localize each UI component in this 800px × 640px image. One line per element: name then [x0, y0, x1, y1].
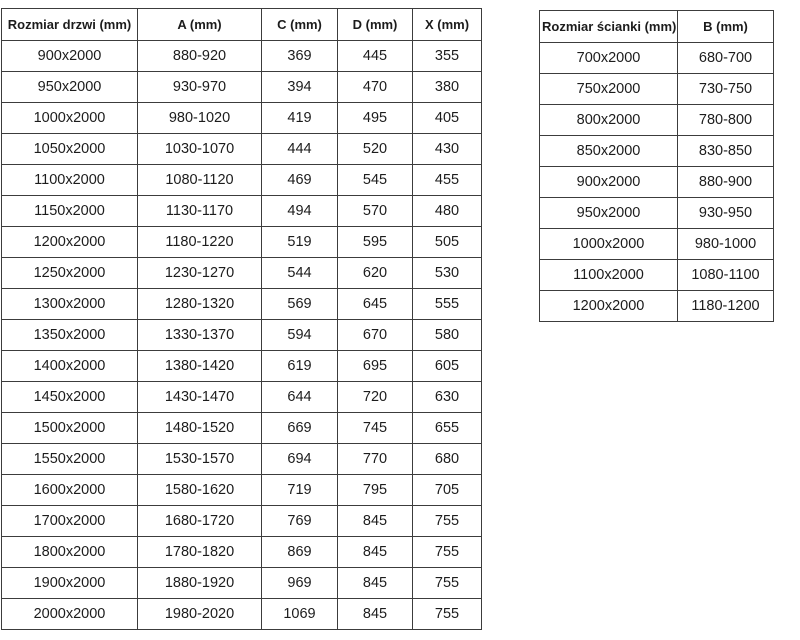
table-cell: 520: [338, 134, 413, 165]
table-cell: 445: [338, 41, 413, 72]
table-row: [540, 105, 774, 136]
table-cell: 1300x2000: [2, 289, 138, 320]
table-cell: 1200x2000: [2, 227, 138, 258]
table-cell: 655: [413, 413, 482, 444]
table-cell: 745: [338, 413, 413, 444]
table-cell: 470: [338, 72, 413, 103]
table-cell: 969: [262, 568, 338, 599]
table-cell: 1000x2000: [2, 103, 138, 134]
table-cell: 1130-1170: [138, 196, 262, 227]
table-cell: 1780-1820: [138, 537, 262, 568]
table-cell: 1080-1100: [678, 260, 774, 291]
header-cell: A (mm): [138, 9, 262, 41]
table-cell: 630: [413, 382, 482, 413]
table-cell: 369: [262, 41, 338, 72]
header-row: [540, 11, 774, 43]
door-size-table: [1, 8, 482, 630]
table-row: [540, 198, 774, 229]
table-cell: 1450x2000: [2, 382, 138, 413]
table-row: [2, 289, 482, 320]
table-cell: 720: [338, 382, 413, 413]
table-row: [2, 165, 482, 196]
table-cell: 1580-1620: [138, 475, 262, 506]
table-row: [2, 537, 482, 568]
table-cell: 619: [262, 351, 338, 382]
table-cell: 394: [262, 72, 338, 103]
table-row: [540, 260, 774, 291]
table-cell: 880-900: [678, 167, 774, 198]
table-cell: 755: [413, 568, 482, 599]
table-cell: 444: [262, 134, 338, 165]
table-cell: 750x2000: [540, 74, 678, 105]
table-cell: 544: [262, 258, 338, 289]
table-cell: 830-850: [678, 136, 774, 167]
table-cell: 355: [413, 41, 482, 72]
table-cell: 645: [338, 289, 413, 320]
table-cell: 845: [338, 537, 413, 568]
table-cell: 480: [413, 196, 482, 227]
table-cell: 594: [262, 320, 338, 351]
table-cell: 1800x2000: [2, 537, 138, 568]
table-cell: 555: [413, 289, 482, 320]
table-cell: 1100x2000: [2, 165, 138, 196]
table-cell: 580: [413, 320, 482, 351]
table-cell: 869: [262, 537, 338, 568]
table-cell: 850x2000: [540, 136, 678, 167]
table-cell: 1080-1120: [138, 165, 262, 196]
table-row: [2, 351, 482, 382]
table-cell: 1500x2000: [2, 413, 138, 444]
table-cell: 680-700: [678, 43, 774, 74]
table-row: [2, 196, 482, 227]
table-cell: 980-1020: [138, 103, 262, 134]
table-row: [2, 444, 482, 475]
table-cell: 545: [338, 165, 413, 196]
table-cell: 1000x2000: [540, 229, 678, 260]
table-cell: 770: [338, 444, 413, 475]
table-cell: 1980-2020: [138, 599, 262, 630]
table-cell: 755: [413, 599, 482, 630]
table-cell: 755: [413, 506, 482, 537]
table-cell: 1180-1200: [678, 291, 774, 322]
table-cell: 1400x2000: [2, 351, 138, 382]
table-cell: 1050x2000: [2, 134, 138, 165]
table-row: [2, 475, 482, 506]
table-row: [540, 74, 774, 105]
table-cell: 494: [262, 196, 338, 227]
table-cell: 1900x2000: [2, 568, 138, 599]
header-cell: B (mm): [678, 11, 774, 43]
table-cell: 405: [413, 103, 482, 134]
table-row: [2, 382, 482, 413]
table-cell: 755: [413, 537, 482, 568]
table-cell: 845: [338, 599, 413, 630]
table-cell: 569: [262, 289, 338, 320]
table-cell: 1280-1320: [138, 289, 262, 320]
table-cell: 1230-1270: [138, 258, 262, 289]
table-cell: 680: [413, 444, 482, 475]
table-row: [540, 229, 774, 260]
table-cell: 705: [413, 475, 482, 506]
table-cell: 1430-1470: [138, 382, 262, 413]
table-cell: 769: [262, 506, 338, 537]
table-cell: 780-800: [678, 105, 774, 136]
table-cell: 695: [338, 351, 413, 382]
table-cell: 1030-1070: [138, 134, 262, 165]
table-cell: 800x2000: [540, 105, 678, 136]
table-cell: 1480-1520: [138, 413, 262, 444]
table-cell: 570: [338, 196, 413, 227]
table-cell: 505: [413, 227, 482, 258]
header-cell: Rozmiar ścianki (mm): [540, 11, 678, 43]
table-cell: 845: [338, 506, 413, 537]
wall-size-table: [539, 10, 774, 322]
table-cell: 719: [262, 475, 338, 506]
table-cell: 669: [262, 413, 338, 444]
table-cell: 495: [338, 103, 413, 134]
table-cell: 900x2000: [2, 41, 138, 72]
table-cell: 980-1000: [678, 229, 774, 260]
header-row: [2, 9, 482, 41]
table-cell: 430: [413, 134, 482, 165]
table-cell: 730-750: [678, 74, 774, 105]
table-cell: 1700x2000: [2, 506, 138, 537]
header-cell: Rozmiar drzwi (mm): [2, 9, 138, 41]
table-cell: 670: [338, 320, 413, 351]
table-cell: 2000x2000: [2, 599, 138, 630]
table-cell: 455: [413, 165, 482, 196]
table-row: [540, 136, 774, 167]
table-cell: 644: [262, 382, 338, 413]
table-cell: 795: [338, 475, 413, 506]
header-cell: X (mm): [413, 9, 482, 41]
table-cell: 1600x2000: [2, 475, 138, 506]
table-cell: 880-920: [138, 41, 262, 72]
table-cell: 1550x2000: [2, 444, 138, 475]
table-row: [540, 291, 774, 322]
table-row: [2, 72, 482, 103]
table-cell: 930-950: [678, 198, 774, 229]
header-cell: D (mm): [338, 9, 413, 41]
table-row: [2, 134, 482, 165]
table-cell: 1530-1570: [138, 444, 262, 475]
table-cell: 1069: [262, 599, 338, 630]
table-cell: 1100x2000: [540, 260, 678, 291]
table-cell: 380: [413, 72, 482, 103]
table-cell: 700x2000: [540, 43, 678, 74]
table-cell: 1180-1220: [138, 227, 262, 258]
table-row: [2, 258, 482, 289]
table-row: [2, 568, 482, 599]
table-cell: 1330-1370: [138, 320, 262, 351]
table-cell: 1150x2000: [2, 196, 138, 227]
table-cell: 845: [338, 568, 413, 599]
table-cell: 930-970: [138, 72, 262, 103]
table-row: [2, 320, 482, 351]
table-row: [2, 103, 482, 134]
table-cell: 519: [262, 227, 338, 258]
table-row: [2, 506, 482, 537]
table-cell: 1380-1420: [138, 351, 262, 382]
table-cell: 595: [338, 227, 413, 258]
table-cell: 1680-1720: [138, 506, 262, 537]
table-cell: 900x2000: [540, 167, 678, 198]
table-row: [2, 413, 482, 444]
header-cell: C (mm): [262, 9, 338, 41]
table-cell: 605: [413, 351, 482, 382]
table-cell: 1350x2000: [2, 320, 138, 351]
table-cell: 1200x2000: [540, 291, 678, 322]
table-cell: 530: [413, 258, 482, 289]
table-cell: 620: [338, 258, 413, 289]
table-row: [2, 227, 482, 258]
table-cell: 469: [262, 165, 338, 196]
table-row: [2, 599, 482, 630]
table-cell: 1880-1920: [138, 568, 262, 599]
table-row: [540, 43, 774, 74]
table-row: [540, 167, 774, 198]
table-row: [2, 41, 482, 72]
table-cell: 950x2000: [540, 198, 678, 229]
table-cell: 694: [262, 444, 338, 475]
table-cell: 950x2000: [2, 72, 138, 103]
table-cell: 1250x2000: [2, 258, 138, 289]
table-cell: 419: [262, 103, 338, 134]
